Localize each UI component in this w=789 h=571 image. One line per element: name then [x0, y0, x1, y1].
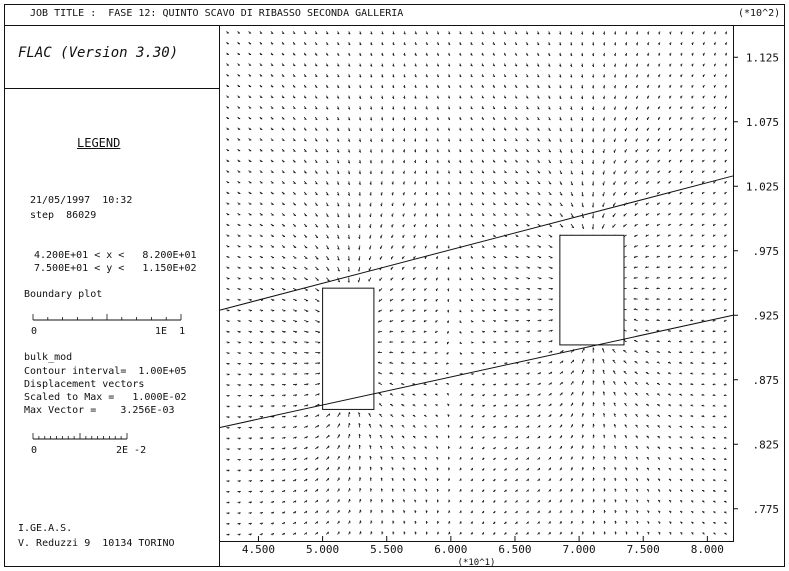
vector-arrowhead	[425, 436, 427, 437]
y-range: 7.500E+01 < y < 1.150E+02	[34, 263, 197, 274]
x-tick-label: 5.000	[306, 543, 340, 556]
vector-arrowhead	[516, 172, 518, 173]
vector-arrowhead	[691, 383, 693, 384]
vector-arrowhead	[460, 343, 462, 344]
vector-arrowhead	[317, 489, 318, 491]
vector-arrowhead	[659, 64, 660, 66]
vector-arrowhead	[648, 54, 649, 56]
displacement-vectors-label: Displacement vectors	[24, 379, 145, 390]
vector-arrowhead	[282, 44, 284, 45]
x-multiplier: (*10^1)	[457, 558, 496, 568]
vector-arrowhead	[702, 426, 704, 427]
vector-arrowhead	[714, 203, 715, 205]
vector-arrowhead	[725, 75, 726, 77]
vector-arrowhead	[659, 54, 660, 56]
vector-arrowhead	[614, 129, 615, 131]
vector-arrowhead	[725, 54, 726, 56]
vector-arrowhead	[702, 437, 704, 438]
vector-arrowhead	[625, 97, 626, 99]
vector-arrowhead	[447, 321, 448, 323]
vector-arrowhead	[647, 65, 648, 67]
vector-arrowhead	[635, 203, 636, 205]
vector-arrowhead	[293, 162, 295, 163]
vector-arrowhead	[714, 75, 715, 77]
boundary-line-1	[220, 176, 733, 310]
vector-arrowhead	[403, 204, 404, 206]
vector-arrowhead	[583, 413, 584, 415]
vector-arrowhead	[250, 311, 252, 312]
vector-arrowhead	[494, 300, 496, 301]
vector-arrowhead	[317, 479, 318, 481]
vector-arrowhead	[527, 183, 529, 184]
vector-arrowhead	[350, 510, 351, 512]
vector-arrowhead	[583, 392, 584, 394]
vector-arrowhead	[583, 510, 584, 512]
vector-arrowhead	[648, 43, 649, 45]
displacement-vector	[338, 424, 340, 428]
vector-arrowhead	[472, 343, 474, 344]
vector-arrowhead	[625, 75, 626, 77]
vector-arrowhead	[316, 248, 318, 249]
vector-arrowhead	[528, 278, 530, 279]
vector-arrowhead	[703, 54, 704, 56]
vector-arrowhead	[625, 108, 626, 110]
vector-arrowhead	[505, 300, 507, 301]
vector-arrowhead	[436, 257, 437, 259]
vector-arrowhead	[562, 382, 563, 384]
vector-arrowhead	[361, 531, 362, 533]
vector-arrowhead	[669, 171, 670, 173]
vector-arrowhead	[517, 511, 518, 513]
vector-arrowhead	[692, 32, 693, 34]
vector-arrowhead	[713, 458, 715, 459]
vector-arrowhead	[318, 332, 320, 333]
vector-arrowhead	[392, 215, 393, 217]
vector-arrowhead	[517, 500, 518, 502]
vector-arrowhead	[414, 225, 415, 227]
vector-arrowhead	[625, 86, 626, 88]
vector-arrowhead	[528, 268, 530, 269]
scale2-right: 2E -2	[116, 445, 147, 456]
vector-arrowhead	[412, 383, 414, 384]
vector-arrowhead	[436, 268, 437, 270]
vector-arrowhead	[293, 130, 295, 131]
vector-arrowhead	[495, 511, 496, 513]
displacement-vector	[349, 423, 350, 428]
max-vector: Max Vector = 3.256E-03	[24, 405, 175, 416]
vector-arrowhead	[646, 340, 648, 341]
vector-arrowhead	[539, 436, 540, 438]
vector-arrowhead	[484, 468, 485, 470]
vector-arrowhead	[646, 192, 647, 194]
vector-arrowhead	[392, 225, 393, 227]
vector-arrowhead	[691, 394, 693, 395]
vector-arrowhead	[228, 321, 230, 322]
vector-arrowhead	[239, 332, 241, 333]
vector-arrowhead	[539, 268, 541, 269]
vector-arrowhead	[670, 64, 671, 66]
vector-arrowhead	[714, 32, 715, 34]
displacement-vector	[582, 359, 584, 363]
displacement-vector	[603, 224, 605, 229]
vector-arrowhead	[403, 215, 404, 217]
organization-name: I.GE.A.S.	[18, 523, 73, 534]
vector-arrowhead	[239, 321, 241, 322]
vector-arrowhead	[714, 54, 715, 56]
vector-arrowhead	[528, 479, 529, 481]
vector-arrowhead	[636, 86, 637, 88]
vector-arrowhead	[484, 479, 485, 481]
vector-arrowhead	[657, 362, 659, 363]
vector-arrowhead	[272, 321, 274, 322]
vector-arrowhead	[669, 181, 670, 183]
vector-arrowhead	[449, 532, 450, 534]
vector-arrowhead	[679, 362, 681, 363]
vector-arrowhead	[425, 225, 426, 227]
vector-arrowhead	[551, 278, 553, 279]
vector-arrowhead	[636, 75, 637, 77]
vector-arrowhead	[293, 151, 295, 152]
vector-arrowhead	[657, 341, 659, 342]
vector-arrowhead	[692, 43, 693, 45]
vector-arrowhead	[725, 64, 726, 66]
vector-arrowhead	[402, 278, 403, 280]
y-tick-label: .925	[752, 309, 779, 323]
vector-arrowhead	[460, 364, 462, 365]
y-tick-label: .825	[752, 438, 779, 452]
vector-arrowhead	[668, 362, 670, 363]
vector-arrowhead	[636, 65, 637, 67]
vector-arrowhead	[449, 511, 450, 513]
vector-arrowhead	[624, 371, 626, 372]
vector-arrowhead	[625, 118, 626, 120]
vector-arrowhead	[282, 65, 284, 66]
vector-arrowhead	[282, 55, 284, 56]
vector-arrowhead	[505, 183, 507, 184]
vector-arrowhead	[295, 321, 297, 322]
scale1-right: 1E 1	[155, 326, 186, 337]
vector-arrowhead	[713, 448, 715, 449]
contour-interval: Contour interval= 1.00E+05	[24, 366, 187, 377]
vector-arrowhead	[613, 350, 615, 351]
vector-arrowhead	[725, 43, 726, 45]
vector-arrowhead	[239, 279, 241, 280]
vector-arrowhead	[703, 32, 704, 34]
vector-arrowhead	[227, 289, 229, 290]
vector-arrowhead	[283, 300, 285, 301]
vector-arrowhead	[583, 489, 584, 491]
vector-arrowhead	[284, 321, 286, 322]
vector-arrowhead	[681, 32, 682, 34]
vector-arrowhead	[282, 97, 284, 98]
vector-arrowhead	[424, 383, 426, 384]
vector-arrowhead	[539, 278, 541, 279]
vector-arrowhead	[306, 332, 308, 333]
vector-arrowhead	[645, 330, 647, 331]
step-count: step 86029	[30, 210, 97, 221]
vector-arrowhead	[483, 321, 485, 322]
vector-arrowhead	[494, 310, 496, 311]
vector-arrowhead	[482, 226, 484, 227]
vector-arrowhead	[539, 447, 540, 449]
vector-arrowhead	[239, 300, 241, 301]
vector-arrowhead	[659, 32, 660, 34]
vector-arrowhead	[634, 330, 636, 331]
vector-arrowhead	[483, 332, 485, 333]
vector-arrowhead	[702, 416, 704, 417]
vector-arrowhead	[471, 279, 473, 280]
vector-arrowhead	[472, 436, 473, 438]
displacement-vector	[315, 331, 320, 332]
vector-arrowhead	[239, 289, 241, 290]
vector-arrowhead	[561, 227, 563, 228]
vector-arrowhead	[350, 477, 351, 479]
vector-arrowhead	[435, 383, 437, 384]
vector-arrowhead	[379, 289, 380, 291]
vector-arrowhead	[658, 447, 660, 448]
vector-arrowhead	[261, 321, 263, 322]
vector-arrowhead	[603, 173, 604, 175]
y-tick-label: 1.125	[745, 51, 779, 65]
x-tick-label: 7.000	[562, 543, 596, 556]
vector-arrowhead	[680, 501, 682, 502]
vector-arrowhead	[714, 64, 715, 66]
vector-arrowhead	[261, 300, 263, 301]
vector-arrowhead	[250, 300, 252, 301]
vector-arrowhead	[401, 383, 403, 384]
vector-arrowhead	[261, 311, 263, 312]
vector-arrowhead	[636, 54, 637, 56]
vector-arrowhead	[493, 183, 495, 184]
vector-arrowhead	[517, 289, 519, 290]
vector-arrowhead	[647, 75, 648, 77]
vector-arrowhead	[725, 213, 726, 215]
vector-arrowhead	[516, 162, 518, 163]
vector-arrowhead	[360, 521, 361, 523]
vector-arrowhead	[425, 236, 426, 238]
vector-arrowhead	[282, 87, 284, 88]
vector-arrowhead	[505, 279, 507, 280]
vector-arrowhead	[668, 351, 670, 352]
vector-arrowhead	[703, 533, 705, 534]
vector-arrowhead	[583, 424, 584, 426]
vector-arrowhead	[681, 43, 682, 45]
y-multiplier: (*10^2)	[738, 8, 781, 19]
vector-arrowhead	[358, 280, 359, 282]
run-date: 21/05/1997 10:32	[30, 195, 133, 206]
vector-arrowhead	[413, 288, 414, 290]
vector-arrowhead	[670, 43, 671, 45]
vector-arrowhead	[691, 181, 692, 183]
vector-arrowhead	[725, 32, 726, 34]
vector-arrowhead	[692, 54, 693, 56]
vector-arrowhead	[261, 332, 263, 333]
vector-arrowhead	[380, 236, 381, 238]
x-tick-label: 7.500	[626, 543, 660, 556]
x-tick-label: 8.000	[690, 543, 724, 556]
vector-arrowhead	[329, 414, 330, 416]
vector-arrowhead	[635, 404, 637, 405]
vector-arrowhead	[691, 405, 693, 406]
vector-arrowhead	[250, 321, 252, 322]
excavation-outline-2	[560, 235, 624, 345]
vector-arrowhead	[517, 279, 519, 280]
bulk-mod-label: bulk_mod	[24, 352, 73, 363]
vector-arrowhead	[293, 140, 295, 141]
vector-arrowhead	[272, 311, 274, 312]
organization-address: V. Reduzzi 9 10134 TORINO	[18, 538, 175, 549]
displacement-vector	[582, 348, 584, 352]
x-tick-label: 6.500	[498, 543, 532, 556]
vector-arrowhead	[239, 311, 241, 312]
x-tick-label: 4.500	[241, 543, 276, 556]
vector-arrowhead	[349, 456, 350, 458]
vector-arrowhead	[449, 521, 450, 523]
vector-arrowhead	[614, 151, 615, 153]
vector-arrowhead	[583, 446, 584, 448]
vector-arrowhead	[551, 268, 553, 269]
vector-arrowhead	[691, 511, 693, 512]
vector-arrowhead	[381, 226, 382, 228]
vector-arrowhead	[583, 521, 584, 523]
vector-arrowhead	[506, 500, 507, 502]
vector-arrowhead	[495, 500, 496, 502]
vector-arrowhead	[414, 214, 415, 216]
vector-arrowhead	[227, 311, 229, 312]
job-title: JOB TITLE : FASE 12: QUINTO SCAVO DI RIBASSO SECONDA GALLERIA	[30, 8, 404, 19]
vector-arrowhead	[228, 332, 230, 333]
scale1-left: 0	[31, 326, 38, 337]
vector-arrowhead	[680, 181, 681, 183]
vector-arrowhead	[227, 300, 229, 301]
vector-arrowhead	[703, 43, 704, 45]
vector-arrowhead	[668, 373, 670, 374]
vector-arrowhead	[390, 373, 392, 374]
displacement-vector	[315, 342, 320, 343]
vector-arrowhead	[504, 172, 506, 173]
displacement-vector	[349, 412, 350, 417]
vector-arrowhead	[350, 521, 351, 523]
vector-arrowhead	[316, 259, 318, 260]
vector-arrowhead	[402, 436, 404, 437]
vector-arrowhead	[670, 54, 671, 56]
vector-arrowhead	[551, 414, 552, 416]
x-tick-label: 6.000	[434, 543, 468, 556]
vector-arrowhead	[378, 372, 380, 373]
vector-arrowhead	[679, 383, 681, 384]
vector-arrowhead	[317, 511, 318, 513]
vector-arrowhead	[614, 140, 615, 142]
vector-arrowhead	[583, 467, 584, 469]
vector-arrowhead	[658, 182, 659, 184]
excavation-outline-1	[323, 288, 374, 409]
y-tick-label: .975	[752, 244, 779, 258]
vector-arrowhead	[724, 469, 726, 470]
vector-arrowhead	[369, 237, 370, 239]
vector-arrowhead	[679, 373, 681, 374]
vector-arrowhead	[603, 183, 604, 185]
scale2-left: 0	[31, 445, 38, 456]
vector-arrowhead	[679, 394, 681, 395]
vector-arrowhead	[306, 322, 308, 323]
vector-arrowhead	[295, 311, 297, 312]
vector-arrowhead	[647, 86, 648, 88]
vector-arrowhead	[282, 130, 284, 131]
vector-arrowhead	[505, 289, 507, 290]
vector-arrowhead	[583, 532, 584, 534]
vector-arrowhead	[282, 33, 284, 34]
x-tick-label: 5.500	[370, 543, 404, 556]
vector-arrowhead	[634, 319, 636, 320]
vector-arrowhead	[350, 488, 351, 490]
vector-arrowhead	[659, 43, 660, 45]
scaled-to-max: Scaled to Max = 1.000E-02	[24, 392, 187, 403]
y-tick-label: 1.025	[745, 180, 779, 194]
vector-arrowhead	[381, 215, 382, 217]
vector-arrowhead	[583, 456, 584, 458]
vector-arrowhead	[350, 467, 351, 469]
vector-arrowhead	[482, 215, 484, 216]
vector-arrowhead	[703, 64, 704, 66]
vector-arrowhead	[272, 300, 274, 301]
vector-arrowhead	[369, 247, 370, 249]
vector-arrowhead	[261, 289, 263, 290]
vector-arrowhead	[636, 97, 637, 99]
vector-arrowhead	[227, 279, 229, 280]
vector-arrowhead	[583, 435, 584, 437]
vector-arrowhead	[250, 332, 252, 333]
vector-arrowhead	[702, 181, 703, 183]
y-tick-label: .875	[752, 373, 779, 387]
vector-arrowhead	[282, 119, 284, 120]
vector-arrowhead	[539, 457, 540, 459]
vector-arrowhead	[657, 351, 659, 352]
vector-arrowhead	[681, 54, 682, 56]
boundary-plot-label: Boundary plot	[24, 289, 103, 300]
vector-arrowhead	[714, 43, 715, 45]
vector-arrowhead	[284, 311, 286, 312]
vector-arrowhead	[282, 108, 284, 109]
y-tick-label: .775	[752, 502, 779, 516]
vector-arrowhead	[493, 194, 495, 195]
vector-arrowhead	[583, 381, 584, 383]
vector-arrowhead	[583, 402, 584, 404]
vector-arrowhead	[538, 183, 540, 184]
displacement-vector-field	[226, 31, 726, 535]
legend-title: LEGEND	[77, 136, 121, 150]
displacement-vector	[359, 278, 360, 283]
vector-arrowhead	[603, 194, 604, 196]
vector-arrowhead	[350, 499, 351, 501]
x-range: 4.200E+01 < x < 8.200E+01	[34, 250, 197, 261]
vector-arrowhead	[392, 204, 393, 206]
vector-arrowhead	[583, 478, 584, 480]
vector-arrowhead	[670, 32, 671, 34]
vector-arrowhead	[625, 129, 626, 131]
program-name: FLAC (Version 3.30)	[18, 45, 179, 61]
vector-arrowhead	[583, 499, 584, 501]
vector-arrowhead	[614, 161, 615, 163]
vector-arrowhead	[603, 205, 604, 207]
vector-arrowhead	[250, 289, 252, 290]
y-tick-label: 1.075	[745, 115, 779, 129]
vector-arrowhead	[317, 532, 318, 534]
vector-arrowhead	[493, 204, 495, 205]
vector-arrowhead	[724, 480, 726, 481]
vector-arrowhead	[713, 437, 715, 438]
